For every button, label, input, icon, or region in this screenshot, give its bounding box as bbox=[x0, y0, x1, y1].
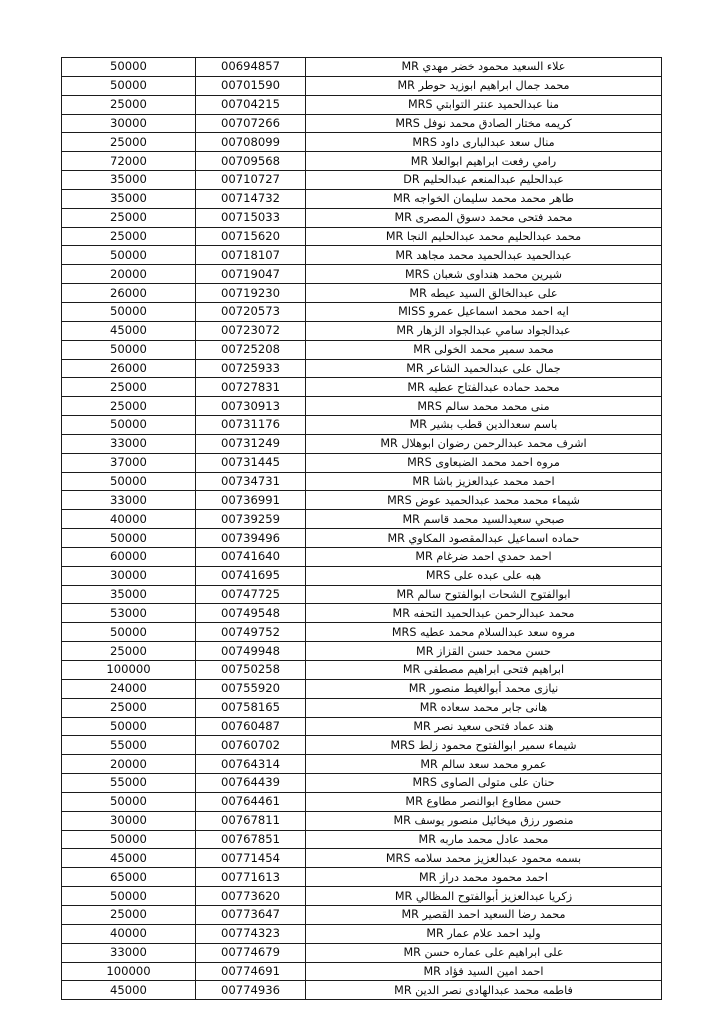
cell-account-holder-name: محمد رضا السعيد احمد القصير MR bbox=[306, 905, 662, 924]
cell-account-holder-name: مروه احمد محمد الضبعاوى MRS bbox=[306, 453, 662, 472]
cell-amount: 25000 bbox=[62, 133, 196, 152]
cell-account-number: 00707266 bbox=[196, 114, 306, 133]
table-row bbox=[62, 114, 662, 133]
cell-account-number: 00764439 bbox=[196, 774, 306, 793]
table-row bbox=[62, 208, 662, 227]
table-row bbox=[62, 76, 662, 95]
cell-amount: 50000 bbox=[62, 246, 196, 265]
table-row bbox=[62, 981, 662, 1000]
cell-account-number: 00723072 bbox=[196, 321, 306, 340]
table-row bbox=[62, 284, 662, 303]
cell-account-holder-name: عبدالحميد عبدالحميد محمد مجاهد MR bbox=[306, 246, 662, 265]
cell-account-number: 00773620 bbox=[196, 887, 306, 906]
cell-account-number: 00764461 bbox=[196, 792, 306, 811]
cell-amount: 33000 bbox=[62, 434, 196, 453]
table-row bbox=[62, 962, 662, 981]
cell-account-holder-name: احمد محمود محمد دراز MR bbox=[306, 868, 662, 887]
cell-amount: 35000 bbox=[62, 171, 196, 190]
cell-account-number: 00715620 bbox=[196, 227, 306, 246]
table-row bbox=[62, 246, 662, 265]
cell-amount: 45000 bbox=[62, 321, 196, 340]
cell-amount: 50000 bbox=[62, 340, 196, 359]
cell-account-holder-name: شيماء محمد محمد عبدالحميد عوض MRS bbox=[306, 491, 662, 510]
cell-amount: 50000 bbox=[62, 302, 196, 321]
table-row bbox=[62, 265, 662, 284]
cell-account-holder-name: طاهر محمد محمد سليمان الخواجه MR bbox=[306, 189, 662, 208]
cell-account-number: 00749548 bbox=[196, 604, 306, 623]
cell-account-number: 00767851 bbox=[196, 830, 306, 849]
table-row bbox=[62, 547, 662, 566]
table-row bbox=[62, 830, 662, 849]
cell-account-holder-name: بسمه محمود عبدالعزيز محمد سلامه MRS bbox=[306, 849, 662, 868]
cell-account-number: 00773647 bbox=[196, 905, 306, 924]
cell-account-number: 00760702 bbox=[196, 736, 306, 755]
cell-amount: 50000 bbox=[62, 623, 196, 642]
cell-account-number: 00704215 bbox=[196, 95, 306, 114]
cell-account-number: 00731176 bbox=[196, 416, 306, 435]
cell-amount: 30000 bbox=[62, 114, 196, 133]
cell-amount: 50000 bbox=[62, 58, 196, 77]
cell-account-holder-name: حسن محمد حسن القزاز MR bbox=[306, 642, 662, 661]
cell-amount: 25000 bbox=[62, 905, 196, 924]
cell-account-number: 00760487 bbox=[196, 717, 306, 736]
cell-amount: 50000 bbox=[62, 472, 196, 491]
cell-account-number: 00741640 bbox=[196, 547, 306, 566]
cell-account-holder-name: احمد محمد عبدالعزيز باشا MR bbox=[306, 472, 662, 491]
cell-account-holder-name: حنان على متولى الصاوى MRS bbox=[306, 774, 662, 793]
account-table-body bbox=[62, 58, 662, 1000]
cell-account-number: 00708099 bbox=[196, 133, 306, 152]
table-row bbox=[62, 642, 662, 661]
cell-account-number: 00714732 bbox=[196, 189, 306, 208]
cell-amount: 25000 bbox=[62, 95, 196, 114]
cell-amount: 72000 bbox=[62, 152, 196, 171]
table-row bbox=[62, 321, 662, 340]
cell-account-holder-name: محمد عادل محمد ماربه MR bbox=[306, 830, 662, 849]
cell-account-number: 00774691 bbox=[196, 962, 306, 981]
cell-account-number: 00710727 bbox=[196, 171, 306, 190]
account-table-container bbox=[62, 57, 662, 1000]
cell-account-number: 00731445 bbox=[196, 453, 306, 472]
cell-amount: 24000 bbox=[62, 679, 196, 698]
cell-amount: 25000 bbox=[62, 227, 196, 246]
cell-amount: 50000 bbox=[62, 529, 196, 548]
cell-account-number: 00771454 bbox=[196, 849, 306, 868]
cell-account-number: 00736991 bbox=[196, 491, 306, 510]
cell-account-number: 00718107 bbox=[196, 246, 306, 265]
cell-account-holder-name: عمرو محمد سعد سالم MR bbox=[306, 755, 662, 774]
cell-amount: 33000 bbox=[62, 491, 196, 510]
table-row bbox=[62, 152, 662, 171]
table-row bbox=[62, 95, 662, 114]
table-row bbox=[62, 397, 662, 416]
cell-amount: 37000 bbox=[62, 453, 196, 472]
table-row bbox=[62, 849, 662, 868]
cell-amount: 50000 bbox=[62, 76, 196, 95]
cell-account-holder-name: جمال على عبدالحميد الشاعر MR bbox=[306, 359, 662, 378]
cell-amount: 30000 bbox=[62, 566, 196, 585]
cell-account-holder-name: عبدالجواد سامي عبدالجواد الزهار MR bbox=[306, 321, 662, 340]
cell-account-holder-name: شيماء سمير ابوالفتوح محمود زلط MRS bbox=[306, 736, 662, 755]
cell-account-number: 00749752 bbox=[196, 623, 306, 642]
cell-amount: 35000 bbox=[62, 189, 196, 208]
cell-account-holder-name: زكريا عبدالعزيز أبوالفتوح المظالي MR bbox=[306, 887, 662, 906]
cell-amount: 30000 bbox=[62, 811, 196, 830]
cell-account-holder-name: وليد احمد علام عمار MR bbox=[306, 924, 662, 943]
cell-account-number: 00758165 bbox=[196, 698, 306, 717]
cell-account-number: 00755920 bbox=[196, 679, 306, 698]
cell-account-number: 00719230 bbox=[196, 284, 306, 303]
cell-account-holder-name: علاء السعيد محمود خضر مهدي MR bbox=[306, 58, 662, 77]
cell-amount: 40000 bbox=[62, 924, 196, 943]
cell-amount: 50000 bbox=[62, 717, 196, 736]
cell-account-holder-name: هبه على عبده على MRS bbox=[306, 566, 662, 585]
table-row bbox=[62, 717, 662, 736]
cell-account-holder-name: اشرف محمد عبدالرحمن رضوان ابوهلال MR bbox=[306, 434, 662, 453]
cell-account-holder-name: منى محمد محمد سالم MRS bbox=[306, 397, 662, 416]
cell-account-holder-name: احمد امين السيد فؤاد MR bbox=[306, 962, 662, 981]
cell-amount: 53000 bbox=[62, 604, 196, 623]
cell-amount: 100000 bbox=[62, 962, 196, 981]
cell-account-holder-name: هند عماد فتحى سعيد نصر MR bbox=[306, 717, 662, 736]
table-row bbox=[62, 887, 662, 906]
cell-amount: 40000 bbox=[62, 510, 196, 529]
table-row bbox=[62, 434, 662, 453]
table-row bbox=[62, 566, 662, 585]
cell-account-number: 00709568 bbox=[196, 152, 306, 171]
cell-amount: 25000 bbox=[62, 378, 196, 397]
table-row bbox=[62, 416, 662, 435]
cell-amount: 33000 bbox=[62, 943, 196, 962]
cell-account-number: 00715033 bbox=[196, 208, 306, 227]
cell-account-holder-name: محمد عبدالحليم محمد عبدالحليم النجا MR bbox=[306, 227, 662, 246]
cell-account-holder-name: شيرين محمد هنداوى شعبان MRS bbox=[306, 265, 662, 284]
table-row bbox=[62, 792, 662, 811]
cell-amount: 50000 bbox=[62, 792, 196, 811]
cell-account-number: 00731249 bbox=[196, 434, 306, 453]
table-row bbox=[62, 359, 662, 378]
cell-account-holder-name: ايه احمد محمد اسماعيل عمرو MISS bbox=[306, 302, 662, 321]
cell-account-number: 00774323 bbox=[196, 924, 306, 943]
table-row bbox=[62, 529, 662, 548]
table-row bbox=[62, 698, 662, 717]
table-row bbox=[62, 491, 662, 510]
table-row bbox=[62, 604, 662, 623]
table-row bbox=[62, 340, 662, 359]
table-row bbox=[62, 171, 662, 190]
cell-account-number: 00739259 bbox=[196, 510, 306, 529]
cell-account-holder-name: ابراهيم فتحى ابراهيم مصطفى MR bbox=[306, 661, 662, 680]
cell-account-holder-name: منصور رزق ميخائيل منصور يوسف MR bbox=[306, 811, 662, 830]
cell-amount: 50000 bbox=[62, 887, 196, 906]
cell-amount: 25000 bbox=[62, 642, 196, 661]
cell-account-number: 00730913 bbox=[196, 397, 306, 416]
cell-account-holder-name: محمد عبدالرحمن عبدالحميد التحفه MR bbox=[306, 604, 662, 623]
cell-amount: 35000 bbox=[62, 585, 196, 604]
cell-account-holder-name: منال سعد عبدالبارى داود MRS bbox=[306, 133, 662, 152]
cell-account-holder-name: حسن مطاوع ابوالنصر مطاوع MR bbox=[306, 792, 662, 811]
cell-account-holder-name: نيازى محمد أبوالغيط منصور MR bbox=[306, 679, 662, 698]
cell-account-number: 00767811 bbox=[196, 811, 306, 830]
cell-account-holder-name: رامي رفعت ابراهيم ابوالعلا MR bbox=[306, 152, 662, 171]
cell-amount: 50000 bbox=[62, 830, 196, 849]
cell-account-number: 00747725 bbox=[196, 585, 306, 604]
table-row bbox=[62, 943, 662, 962]
cell-account-holder-name: محمد سمير محمد الخولى MR bbox=[306, 340, 662, 359]
table-row bbox=[62, 679, 662, 698]
cell-account-number: 00750258 bbox=[196, 661, 306, 680]
table-row bbox=[62, 189, 662, 208]
cell-account-number: 00771613 bbox=[196, 868, 306, 887]
table-row bbox=[62, 453, 662, 472]
cell-amount: 20000 bbox=[62, 755, 196, 774]
cell-account-holder-name: على ابراهيم على عماره حسن MR bbox=[306, 943, 662, 962]
table-row bbox=[62, 510, 662, 529]
cell-amount: 55000 bbox=[62, 774, 196, 793]
cell-amount: 45000 bbox=[62, 981, 196, 1000]
account-table bbox=[61, 57, 662, 1000]
cell-account-holder-name: احمد حمدي احمد ضرغام MR bbox=[306, 547, 662, 566]
cell-account-holder-name: محمد فتحى محمد دسوق المصرى MR bbox=[306, 208, 662, 227]
cell-account-number: 00774679 bbox=[196, 943, 306, 962]
cell-account-holder-name: حماده اسماعيل عبدالمقصود المكاوي MR bbox=[306, 529, 662, 548]
cell-account-number: 00727831 bbox=[196, 378, 306, 397]
cell-account-holder-name: مروه سعد عبدالسلام محمد عطيه MRS bbox=[306, 623, 662, 642]
table-row bbox=[62, 378, 662, 397]
cell-account-holder-name: كريمه مختار الصادق محمد نوفل MRS bbox=[306, 114, 662, 133]
cell-account-number: 00720573 bbox=[196, 302, 306, 321]
cell-account-holder-name: منا عبدالحميد عنتر التوابتي MRS bbox=[306, 95, 662, 114]
cell-account-number: 00739496 bbox=[196, 529, 306, 548]
table-row bbox=[62, 472, 662, 491]
table-row bbox=[62, 736, 662, 755]
cell-account-holder-name: محمد حماده عبدالفتاح عطيه MR bbox=[306, 378, 662, 397]
cell-account-number: 00764314 bbox=[196, 755, 306, 774]
cell-amount: 25000 bbox=[62, 397, 196, 416]
cell-amount: 100000 bbox=[62, 661, 196, 680]
cell-account-holder-name: عبدالحليم عبدالمنعم عبدالحليم DR bbox=[306, 171, 662, 190]
cell-amount: 60000 bbox=[62, 547, 196, 566]
cell-account-holder-name: ابوالفتوح الشحات ابوالفتوح سالم MR bbox=[306, 585, 662, 604]
cell-account-number: 00749948 bbox=[196, 642, 306, 661]
cell-account-number: 00734731 bbox=[196, 472, 306, 491]
cell-amount: 65000 bbox=[62, 868, 196, 887]
cell-amount: 26000 bbox=[62, 284, 196, 303]
table-row bbox=[62, 868, 662, 887]
cell-amount: 20000 bbox=[62, 265, 196, 284]
cell-account-number: 00774936 bbox=[196, 981, 306, 1000]
table-row bbox=[62, 905, 662, 924]
cell-account-holder-name: هانى جابر محمد سعاده MR bbox=[306, 698, 662, 717]
table-row bbox=[62, 58, 662, 77]
table-row bbox=[62, 924, 662, 943]
cell-account-number: 00719047 bbox=[196, 265, 306, 284]
cell-amount: 45000 bbox=[62, 849, 196, 868]
cell-amount: 25000 bbox=[62, 208, 196, 227]
cell-account-number: 00725208 bbox=[196, 340, 306, 359]
cell-amount: 55000 bbox=[62, 736, 196, 755]
cell-account-holder-name: محمد جمال ابراهيم ابوزيد حوطر MR bbox=[306, 76, 662, 95]
cell-amount: 25000 bbox=[62, 698, 196, 717]
cell-account-number: 00701590 bbox=[196, 76, 306, 95]
cell-account-holder-name: صبحي سعيدالسيد محمد قاسم MR bbox=[306, 510, 662, 529]
table-row bbox=[62, 774, 662, 793]
cell-amount: 26000 bbox=[62, 359, 196, 378]
cell-account-number: 00725933 bbox=[196, 359, 306, 378]
table-row bbox=[62, 755, 662, 774]
cell-account-holder-name: على عبدالخالق السيد عيطه MR bbox=[306, 284, 662, 303]
cell-account-holder-name: باسم سعدالدين قطب بشير MR bbox=[306, 416, 662, 435]
cell-account-number: 00694857 bbox=[196, 58, 306, 77]
table-row bbox=[62, 661, 662, 680]
cell-account-number: 00741695 bbox=[196, 566, 306, 585]
table-row bbox=[62, 302, 662, 321]
table-row bbox=[62, 623, 662, 642]
cell-amount: 50000 bbox=[62, 416, 196, 435]
table-row bbox=[62, 227, 662, 246]
table-row bbox=[62, 133, 662, 152]
table-row bbox=[62, 585, 662, 604]
table-row bbox=[62, 811, 662, 830]
cell-account-holder-name: فاطمه محمد عبدالهادى نصر الدين MR bbox=[306, 981, 662, 1000]
